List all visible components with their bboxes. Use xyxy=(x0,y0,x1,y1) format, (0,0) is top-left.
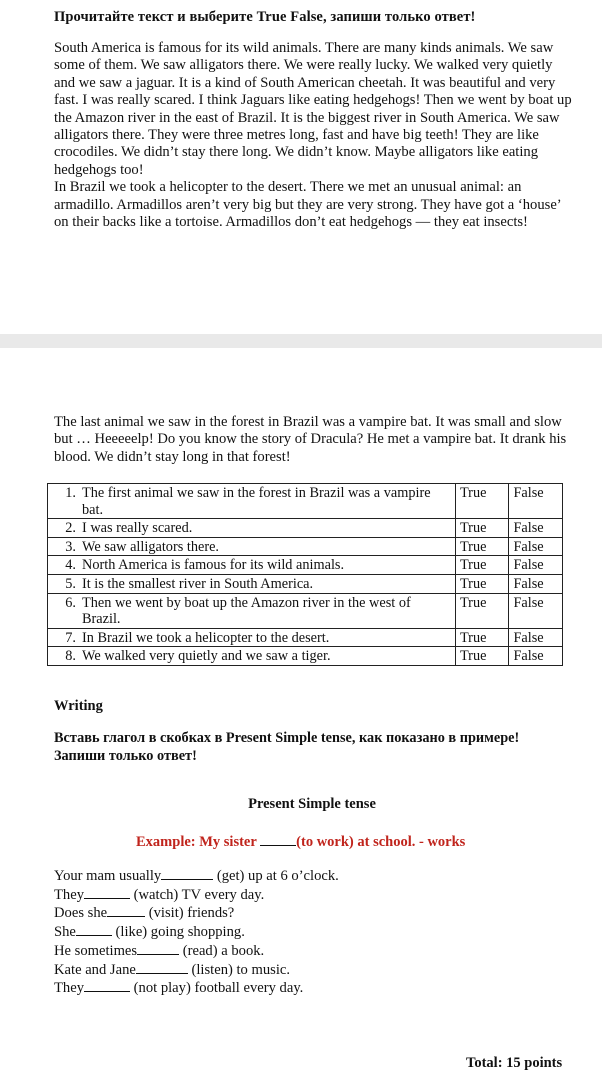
statement-number: 2. xyxy=(65,520,76,537)
exercise-item xyxy=(54,961,339,980)
statement-cell xyxy=(48,574,456,593)
true-false-table xyxy=(47,483,563,666)
table-row xyxy=(48,647,563,666)
exercise-item xyxy=(54,923,339,942)
statement-cell xyxy=(48,628,456,647)
false-option[interactable]: False xyxy=(509,537,563,556)
true-option[interactable]: True xyxy=(455,628,509,647)
statement-text: We walked very quietly and we saw a tiger. xyxy=(82,648,331,665)
statement-text: We saw alligators there. xyxy=(82,538,219,555)
exercise-before: They xyxy=(54,980,84,997)
exercise-item xyxy=(54,979,339,998)
exercise-item xyxy=(54,886,339,905)
table-row xyxy=(48,484,563,519)
total-points: Total: 15 points xyxy=(466,1055,563,1071)
exercise-before: They xyxy=(54,886,84,903)
statement-cell xyxy=(48,484,456,519)
reading-paragraph: In Brazil we took a helicopter to the desert. There we met an unusual animal: an armadillo. Armadillos aren’t very big but they are very strong. They have got a ‘house’ on their backs like a tortoise. Armadillos don’t eat hedgehogs — they eat insects! xyxy=(54,179,561,231)
reading-paragraph: The last animal we saw in the forest in Brazil was a vampire bat. It was small and slow but … Heeeeelp! Do you know the story of Dracula? He met a vampire bat. It drank his blood. We didn’t stay long in that forest! xyxy=(54,414,567,465)
writing-heading: Writing xyxy=(54,698,103,714)
statement-text: Then we went by boat up the Amazon river in the west of Brazil. xyxy=(82,594,411,628)
reading-paragraph: South America is famous for its wild animals. There are many kinds animals. We saw some of them. We saw alligators there. We were really lucky. We walked very quietly and we saw a jaguar. It is a kind of South American cheetah. It was beautiful and very fast. I was really scared. I think Jaguars like eating hedgehogs! Then we went by boat up the Amazon river in the east of Brazil. It is the biggest river in South America. We saw alligators there. They were three metres long, fast and have big teeth! They are like crocodiles. We didn’t stay there long. We didn’t know. Maybe alligators like eating hedgehogs too! xyxy=(54,40,572,178)
example-sentence xyxy=(136,833,465,851)
table-row xyxy=(48,519,563,538)
table-row xyxy=(48,556,563,575)
statement-text: In Brazil we took a helicopter to the desert. xyxy=(82,629,330,646)
true-option[interactable]: True xyxy=(455,647,509,666)
exercise-after: (listen) to music. xyxy=(191,961,291,978)
statement-cell xyxy=(48,519,456,538)
false-option[interactable]: False xyxy=(509,593,563,628)
exercise-before: He sometimes xyxy=(54,942,138,959)
example-after: (to work) at school. - works xyxy=(296,834,466,850)
false-option[interactable]: False xyxy=(509,574,563,593)
table-row xyxy=(48,537,563,556)
answer-blank[interactable] xyxy=(107,904,145,917)
answer-blank[interactable] xyxy=(84,979,130,992)
task-header: Прочитайте текст и выберите True False, запиши только ответ! xyxy=(54,9,476,25)
example-blank xyxy=(260,833,296,846)
answer-blank[interactable] xyxy=(161,867,213,880)
exercise-before: Your mam usually xyxy=(54,868,162,884)
statement-number: 8. xyxy=(65,648,76,665)
false-option[interactable]: False xyxy=(509,484,563,519)
false-option[interactable]: False xyxy=(509,519,563,538)
exercise-item xyxy=(54,904,339,923)
statement-text: The first animal we saw in the forest in Brazil was a vampire bat. xyxy=(82,485,431,518)
exercise-after: (get) up at 6 o’clock. xyxy=(216,868,339,884)
statement-number: 6. xyxy=(65,594,76,611)
document-page-1 xyxy=(0,0,602,334)
exercise-after: (read) a book. xyxy=(182,942,265,959)
statement-number: 1. xyxy=(65,485,76,501)
example-before: Example: My sister xyxy=(136,834,261,850)
exercise-item xyxy=(54,942,339,961)
exercise-list xyxy=(54,867,339,998)
statement-number: 4. xyxy=(65,557,76,574)
true-option[interactable]: True xyxy=(455,556,509,575)
exercise-before: She xyxy=(54,924,76,941)
statement-cell xyxy=(48,647,456,666)
answer-blank[interactable] xyxy=(76,923,112,936)
statement-cell xyxy=(48,556,456,575)
statement-number: 7. xyxy=(65,629,76,646)
writing-instruction: Вставь глагол в скобках в Present Simple tense, как показано в примере! Запиши только ответ! xyxy=(54,730,520,764)
false-option[interactable]: False xyxy=(509,556,563,575)
reading-text-part1 xyxy=(54,40,574,231)
true-option[interactable]: True xyxy=(455,537,509,556)
statement-text: It is the smallest river in South America. xyxy=(82,575,314,592)
reading-text-part2 xyxy=(54,414,574,466)
answer-blank[interactable] xyxy=(136,961,188,974)
statement-text: North America is famous for its wild animals. xyxy=(82,557,345,574)
exercise-after: (like) going shopping. xyxy=(115,924,245,941)
grammar-subtitle: Present Simple tense xyxy=(248,796,376,812)
true-option[interactable]: True xyxy=(455,519,509,538)
statement-number: 5. xyxy=(65,575,76,592)
true-option[interactable]: True xyxy=(455,574,509,593)
statement-cell xyxy=(48,593,456,628)
statement-cell xyxy=(48,537,456,556)
false-option[interactable]: False xyxy=(509,647,563,666)
statement-text: I was really scared. xyxy=(82,520,193,537)
exercise-after: (not play) football every day. xyxy=(133,980,304,997)
page-separator xyxy=(0,334,602,348)
table-row xyxy=(48,628,563,647)
answer-blank[interactable] xyxy=(137,942,179,955)
table-row xyxy=(48,574,563,593)
exercise-before: Kate and Jane xyxy=(54,961,136,978)
true-option[interactable]: True xyxy=(455,484,509,519)
answer-blank[interactable] xyxy=(84,886,130,899)
statement-number: 3. xyxy=(65,538,76,555)
true-option[interactable]: True xyxy=(455,593,509,628)
exercise-item xyxy=(54,867,339,886)
exercise-before: Does she xyxy=(54,905,108,922)
exercise-after: (watch) TV every day. xyxy=(133,886,265,903)
table-row xyxy=(48,593,563,628)
document-page-2 xyxy=(0,348,602,1071)
false-option[interactable]: False xyxy=(509,628,563,647)
exercise-after: (visit) friends? xyxy=(148,905,235,922)
